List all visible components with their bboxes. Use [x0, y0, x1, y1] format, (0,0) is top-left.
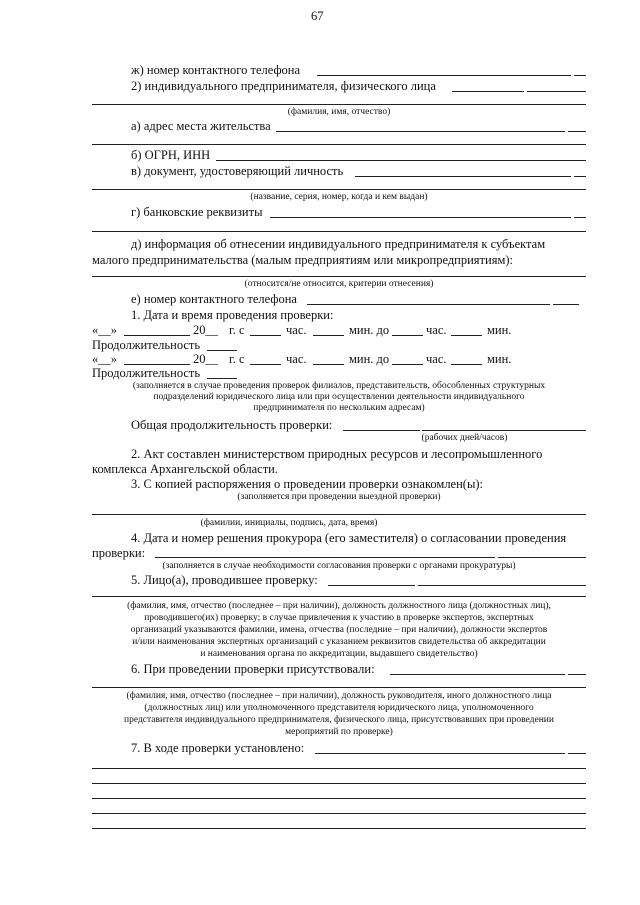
hint-present-3: представителя индивидуального предпринимателя, физического лица, присутствовавших при проведении — [124, 715, 554, 725]
hint-branches-3: предпринимателя по нескольким адресам) — [253, 403, 425, 413]
hint-present-2: (должностных лиц) или уполномоченного представителя юридического лица, уполномоченного — [144, 703, 534, 713]
prosecutor-line-1: 4. Дата и номер решения прокурора (его заместителя) о согласовании проведения — [131, 531, 567, 545]
duration-2-line[interactable] — [207, 378, 237, 379]
hint-present-4: мероприятий по проверке) — [285, 727, 393, 737]
findings-line-3[interactable] — [92, 783, 586, 784]
date-row-1-quote: «__» — [92, 323, 117, 337]
copy-acquainted-label: 3. С копией распоряжения о проведении проверки ознакомлен(ы): — [131, 477, 483, 491]
bank-line-end — [574, 217, 586, 218]
inspectors-line-b — [418, 585, 586, 586]
section-2-line-a[interactable] — [452, 91, 524, 92]
address-line-end — [568, 131, 586, 132]
total-duration-label: Общая продолжительность проверки: — [131, 418, 333, 432]
prosecutor-line-2: проверки: — [92, 546, 146, 560]
date-row-2-min-line[interactable] — [313, 364, 344, 365]
date-row-2-min: мин. — [487, 352, 512, 366]
hint-inspectors-4: и/или наименования экспертных организаций с указанием реквизитов свидетельства об аккредитации — [132, 637, 546, 647]
date-row-2-year: 20__ — [193, 352, 218, 366]
findings-line-5[interactable] — [92, 813, 586, 814]
date-row-2-hour: час. — [286, 352, 307, 366]
prosecutor-line-b — [498, 557, 586, 558]
present-line-b — [568, 674, 586, 675]
present-label: 6. При проведении проверки присутствовали: — [131, 662, 375, 676]
hint-doc: (название, серия, номер, когда и кем выдан) — [250, 192, 428, 202]
zh-phone-line-end — [574, 75, 586, 76]
date-row-2-from: г. с — [229, 352, 245, 366]
hint-onsite: (заполняется при проведении выездной проверки) — [237, 492, 441, 502]
date-row-2-hour-line[interactable] — [250, 364, 281, 365]
hint-inspectors-2: проводившего(их) проверку; в случае привлечения к участию в проверке экспертов, экспертных — [144, 613, 534, 623]
total-duration-line-a[interactable] — [343, 430, 420, 431]
findings-label: 7. В ходе проверки установлено: — [131, 741, 305, 755]
hint-inspectors-5: и наименования органа по аккредитации, выдавшего свидетельство) — [200, 649, 478, 659]
sme-info-line-1: д) информация об отнесении индивидуального предпринимателя к субъектам — [131, 237, 546, 251]
hint-criteria: (относится/не относится, критерии отнесения) — [244, 279, 434, 289]
date-row-2-month-line[interactable] — [124, 364, 190, 365]
date-row-1-min: мин. — [487, 323, 512, 337]
section-2-line-b — [527, 91, 586, 92]
inspectors-label: 5. Лицо(а), проводившее проверку: — [131, 573, 318, 587]
acquainted-line[interactable] — [92, 514, 586, 515]
bank-line[interactable] — [270, 217, 571, 218]
date-row-1-from: г. с — [229, 323, 245, 337]
date-row-2-quote: «__» — [92, 352, 117, 366]
prosecutor-line-a[interactable] — [155, 557, 495, 558]
present-line-a[interactable] — [390, 674, 565, 675]
fio-line[interactable] — [92, 104, 586, 105]
hint-inspectors-1: (фамилия, имя, отчество (последнее – при наличии), должность должностного лица (должностных лиц), — [127, 601, 551, 611]
address-label: а) адрес места жительства — [131, 119, 271, 133]
date-row-1-year: 20__ — [193, 323, 218, 337]
date-row-1-min-to: мин. до — [349, 323, 390, 337]
date-row-2-min2-line[interactable] — [451, 364, 482, 365]
zh-phone-label: ж) номер контактного телефона — [131, 63, 301, 77]
findings-line-4[interactable] — [92, 798, 586, 799]
document-line-2[interactable] — [92, 189, 586, 190]
bank-line-2[interactable] — [92, 231, 586, 232]
section-2-label: 2) индивидуального предпринимателя, физического лица — [131, 79, 436, 93]
date-row-2-hour2-line[interactable] — [392, 364, 423, 365]
hint-inspectors-3: организаций указываются фамилии, имена, отчества (последние – при наличии), должности экспертов — [130, 625, 548, 635]
date-row-1-hour2-line[interactable] — [392, 335, 423, 336]
findings-line-b — [568, 753, 586, 754]
sme-info-line-2: малого предпринимательства (малым предприятиям или микропредприятиям): — [92, 253, 514, 267]
hint-present-1: (фамилия, имя, отчество (последнее – при наличии), должность руководителя, иного должностного лица — [126, 691, 552, 701]
inspection-date-label: 1. Дата и время проведения проверки: — [131, 308, 334, 322]
date-row-1-min-line[interactable] — [313, 335, 344, 336]
act-line-1: 2. Акт составлен министерством природных ресурсов и лесопромышленного — [131, 447, 543, 461]
e-phone-line-end — [553, 304, 579, 305]
inspectors-line-a[interactable] — [328, 585, 415, 586]
findings-line-a[interactable] — [315, 753, 565, 754]
duration-1-line[interactable] — [207, 350, 237, 351]
hint-branches-2: подразделений юридического лица или при осуществлении деятельности индивидуального — [153, 392, 525, 402]
zh-phone-line[interactable] — [317, 75, 571, 76]
date-row-1-hour: час. — [286, 323, 307, 337]
date-row-1-hour2: час. — [426, 323, 447, 337]
sme-line[interactable] — [92, 276, 586, 277]
document-line-end — [574, 176, 586, 177]
document-label: в) документ, удостоверяющий личность — [131, 164, 344, 178]
duration-1-label: Продолжительность — [92, 338, 201, 352]
address-line[interactable] — [276, 131, 565, 132]
duration-2-label: Продолжительность — [92, 366, 201, 380]
hint-days: (рабочих дней/часов) — [421, 433, 508, 443]
present-line-2[interactable] — [92, 687, 586, 688]
date-row-1-min2-line[interactable] — [451, 335, 482, 336]
findings-line-6[interactable] — [92, 828, 586, 829]
hint-branches-1: (заполняется в случае проведения проверок филиалов, представительств, обособленных структурных — [132, 381, 546, 391]
date-row-1-hour-line[interactable] — [250, 335, 281, 336]
findings-line-2[interactable] — [92, 768, 586, 769]
act-line-2: комплекса Архангельской области. — [92, 462, 278, 476]
hint-prosecutor: (заполняется в случае необходимости согласования проверки с органами прокуратуры) — [162, 561, 516, 571]
e-phone-line[interactable] — [307, 304, 550, 305]
date-row-2-min-to: мин. до — [349, 352, 390, 366]
inspectors-line-2[interactable] — [92, 596, 586, 597]
document-line[interactable] — [355, 176, 571, 177]
page-number: 67 — [311, 9, 324, 23]
hint-sign: (фамилии, инициалы, подпись, дата, время) — [200, 518, 378, 528]
total-duration-line-b — [422, 430, 586, 431]
ogrn-label: б) ОГРН, ИНН — [131, 148, 211, 162]
hint-fio: (фамилия, имя, отчество) — [287, 107, 391, 117]
date-row-1-month-line[interactable] — [124, 335, 190, 336]
address-line-2[interactable] — [92, 144, 586, 145]
e-phone-label: е) номер контактного телефона — [131, 292, 297, 306]
ogrn-line[interactable] — [216, 160, 586, 161]
bank-label: г) банковские реквизиты — [131, 205, 263, 219]
date-row-2-hour2: час. — [426, 352, 447, 366]
